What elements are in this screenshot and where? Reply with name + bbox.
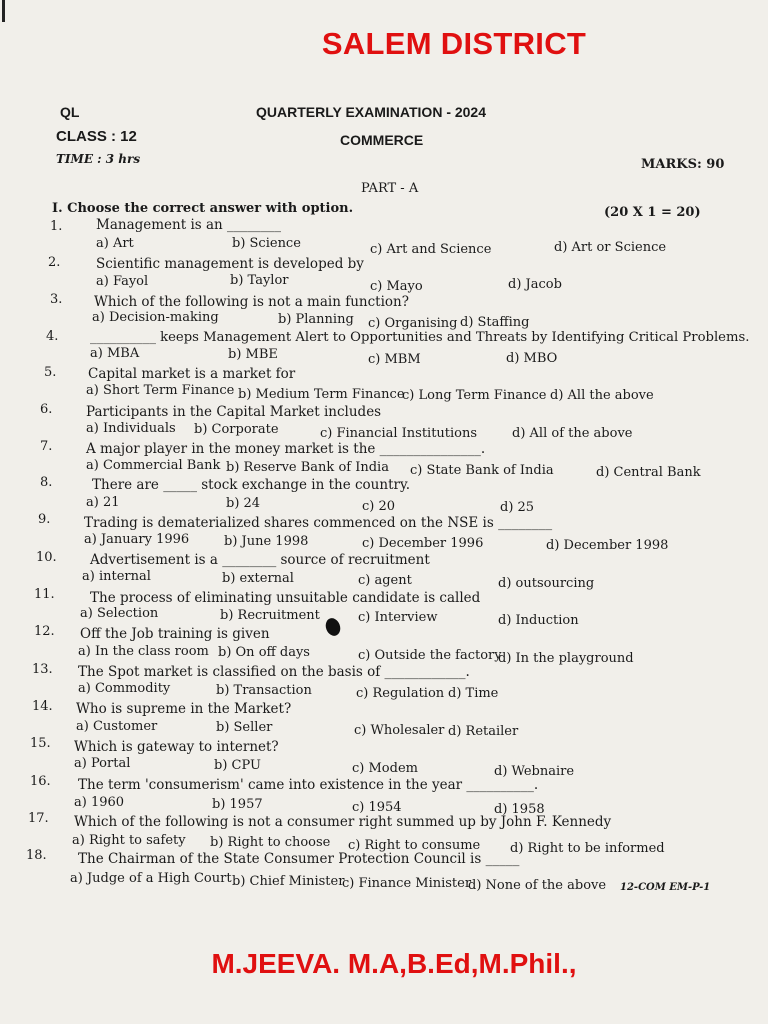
option-d: d) All of the above	[512, 426, 633, 441]
option-a: a) Commodity	[78, 681, 171, 696]
question-number: 18.	[26, 848, 47, 863]
question-number: 9.	[38, 512, 51, 527]
option-d: d) In the playground	[498, 651, 634, 666]
option-b: b) Taylor	[230, 273, 289, 288]
question-text: A major player in the money market is the _______________.	[86, 441, 486, 457]
option-c: c) Modem	[352, 761, 418, 776]
subject-label: COMMERCE	[340, 132, 424, 148]
option-b: b) June 1998	[224, 534, 309, 549]
option-b: b) Planning	[278, 312, 354, 327]
option-b: b) Science	[232, 236, 301, 251]
exam-code: QL	[60, 104, 80, 120]
option-a: a) Judge of a High Court	[70, 871, 232, 886]
option-a: a) Individuals	[86, 421, 176, 436]
option-d: d) Induction	[498, 613, 579, 628]
question-text: Who is supreme in the Market?	[76, 701, 292, 717]
option-b: b) Right to choose	[210, 835, 331, 850]
time-label: TIME : 3 hrs	[56, 152, 141, 166]
option-b: b) Transaction	[216, 683, 312, 698]
option-d: d) Right to be informed	[510, 841, 665, 856]
question-number: 8.	[40, 475, 53, 490]
question-number: 5.	[44, 365, 57, 380]
option-d: d) Jacob	[508, 277, 562, 292]
option-c: c) December 1996	[362, 536, 484, 551]
option-a: a) internal	[82, 569, 151, 584]
section-marks: (20 X 1 = 20)	[604, 205, 701, 220]
option-d: d) Central Bank	[596, 465, 701, 480]
question-number: 13.	[32, 662, 53, 677]
option-d: d) December 1998	[546, 538, 669, 553]
question-number: 10.	[36, 550, 57, 565]
option-a: a) Decision-making	[92, 310, 219, 325]
author-credit: M.JEEVA. M.A,B.Ed,M.Phil.,	[211, 948, 577, 979]
option-b: b) Chief Minister	[232, 874, 345, 889]
option-d: d) None of the above	[468, 878, 607, 893]
option-c: c) Outside the factory	[358, 648, 502, 663]
option-c: c) Right to consume	[348, 838, 481, 853]
question-number: 2.	[48, 255, 61, 270]
option-c: c) Finance Minister	[342, 876, 472, 891]
option-d: d) Time	[448, 686, 499, 701]
option-a: a) Customer	[76, 719, 158, 734]
option-c: c) 20	[362, 499, 396, 514]
option-c: c) Regulation	[356, 686, 445, 701]
option-c: c) Financial Institutions	[320, 426, 478, 441]
option-b: b) CPU	[214, 758, 261, 773]
question-number: 14.	[32, 699, 53, 714]
ink-blot	[323, 616, 342, 638]
question-text: Which of the following is not a consumer right summed up by John F. Kennedy	[74, 814, 612, 830]
question-number: 7.	[40, 439, 53, 454]
question-text: Management is an ________	[96, 217, 282, 233]
option-b: b) Medium Term Finance	[238, 387, 405, 402]
question-number: 11.	[34, 587, 55, 602]
question-text: There are _____ stock exchange in the country.	[92, 477, 411, 493]
option-a: a) Fayol	[96, 274, 149, 289]
district-title: SALEM DISTRICT	[321, 26, 587, 61]
question-number: 3.	[50, 292, 63, 307]
option-d: d) Retailer	[448, 724, 519, 739]
part-label: PART - A	[361, 181, 419, 196]
option-c: c) State Bank of India	[410, 463, 554, 478]
question-text: Off the Job training is given	[80, 626, 270, 642]
option-d: d) 1958	[494, 802, 545, 817]
question-text: Capital market is a market for	[88, 366, 296, 382]
option-b: b) Corporate	[194, 422, 279, 437]
page-reference: 12-COM EM-P-1	[620, 882, 711, 893]
question-text: Advertisement is a ________ source of recruitment	[90, 552, 430, 568]
option-a: a) Right to safety	[72, 833, 186, 848]
option-c: c) Organising	[368, 316, 458, 331]
exam-title: QUARTERLY EXAMINATION - 2024	[256, 104, 487, 120]
option-c: c) Mayo	[370, 279, 423, 294]
option-c: c) Art and Science	[370, 242, 492, 257]
option-b: b) 24	[226, 496, 261, 511]
question-number: 4.	[46, 329, 59, 344]
option-c: c) MBM	[368, 352, 421, 367]
question-text: Trading is dematerialized shares commenced on the NSE is ________	[84, 515, 553, 531]
option-a: a) Selection	[80, 606, 159, 621]
question-text: Scientific management is developed by	[96, 256, 364, 272]
question-text: The Spot market is classified on the basis of ____________.	[78, 664, 470, 680]
option-c: c) Long Term Finance	[402, 388, 547, 403]
option-b: b) Seller	[216, 720, 273, 735]
option-b: b) Reserve Bank of India	[226, 460, 389, 475]
question-text: The process of eliminating unsuitable candidate is called	[90, 590, 481, 606]
option-b: b) MBE	[228, 347, 278, 362]
option-a: a) In the class room	[78, 644, 209, 659]
option-d: d) Staffing	[460, 315, 530, 330]
option-a: a) 21	[86, 495, 120, 510]
option-b: b) Recruitment	[220, 608, 320, 623]
option-b: b) 1957	[212, 797, 263, 812]
question-text: The term 'consumerism' came into existence in the year __________.	[78, 777, 539, 793]
question-text: Which is gateway to internet?	[74, 739, 279, 755]
marks-label: MARKS: 90	[641, 157, 725, 172]
question-number: 15.	[30, 736, 51, 751]
option-a: a) MBA	[90, 346, 140, 361]
question-number: 17.	[28, 811, 49, 826]
option-a: a) Short Term Finance	[86, 383, 235, 398]
page-edge-mark	[2, 0, 5, 22]
question-number: 16.	[30, 774, 51, 789]
class-label: CLASS : 12	[56, 128, 137, 145]
option-c: c) 1954	[352, 800, 402, 815]
option-c: c) Interview	[358, 610, 438, 625]
option-d: d) All the above	[550, 388, 654, 403]
question-text: __________ keeps Management Alert to Opportunities and Threats by Identifying Critical Problems.	[90, 330, 750, 345]
option-a: a) 1960	[74, 795, 125, 810]
question-text: Participants in the Capital Market includes	[86, 404, 382, 420]
question-text: The Chairman of the State Consumer Protection Council is _____	[78, 851, 520, 867]
option-d: d) Webnaire	[494, 764, 575, 779]
question-number: 1.	[50, 219, 63, 234]
question-number: 12.	[34, 624, 55, 639]
option-b: b) external	[222, 571, 294, 586]
question-number: 6.	[40, 402, 53, 417]
option-d: d) Art or Science	[554, 240, 667, 255]
option-d: d) MBO	[506, 351, 558, 366]
option-a: a) Portal	[74, 756, 131, 771]
option-c: c) Wholesaler	[354, 723, 445, 738]
option-a: a) Art	[96, 236, 134, 251]
question-text: Which of the following is not a main function?	[94, 294, 409, 310]
option-d: d) outsourcing	[498, 576, 595, 591]
option-a: a) Commercial Bank	[86, 458, 221, 473]
option-a: a) January 1996	[84, 532, 190, 547]
option-b: b) On off days	[218, 645, 310, 660]
option-d: d) 25	[500, 500, 535, 515]
section-instruction: I. Choose the correct answer with option.	[52, 201, 354, 216]
option-c: c) agent	[358, 573, 412, 588]
